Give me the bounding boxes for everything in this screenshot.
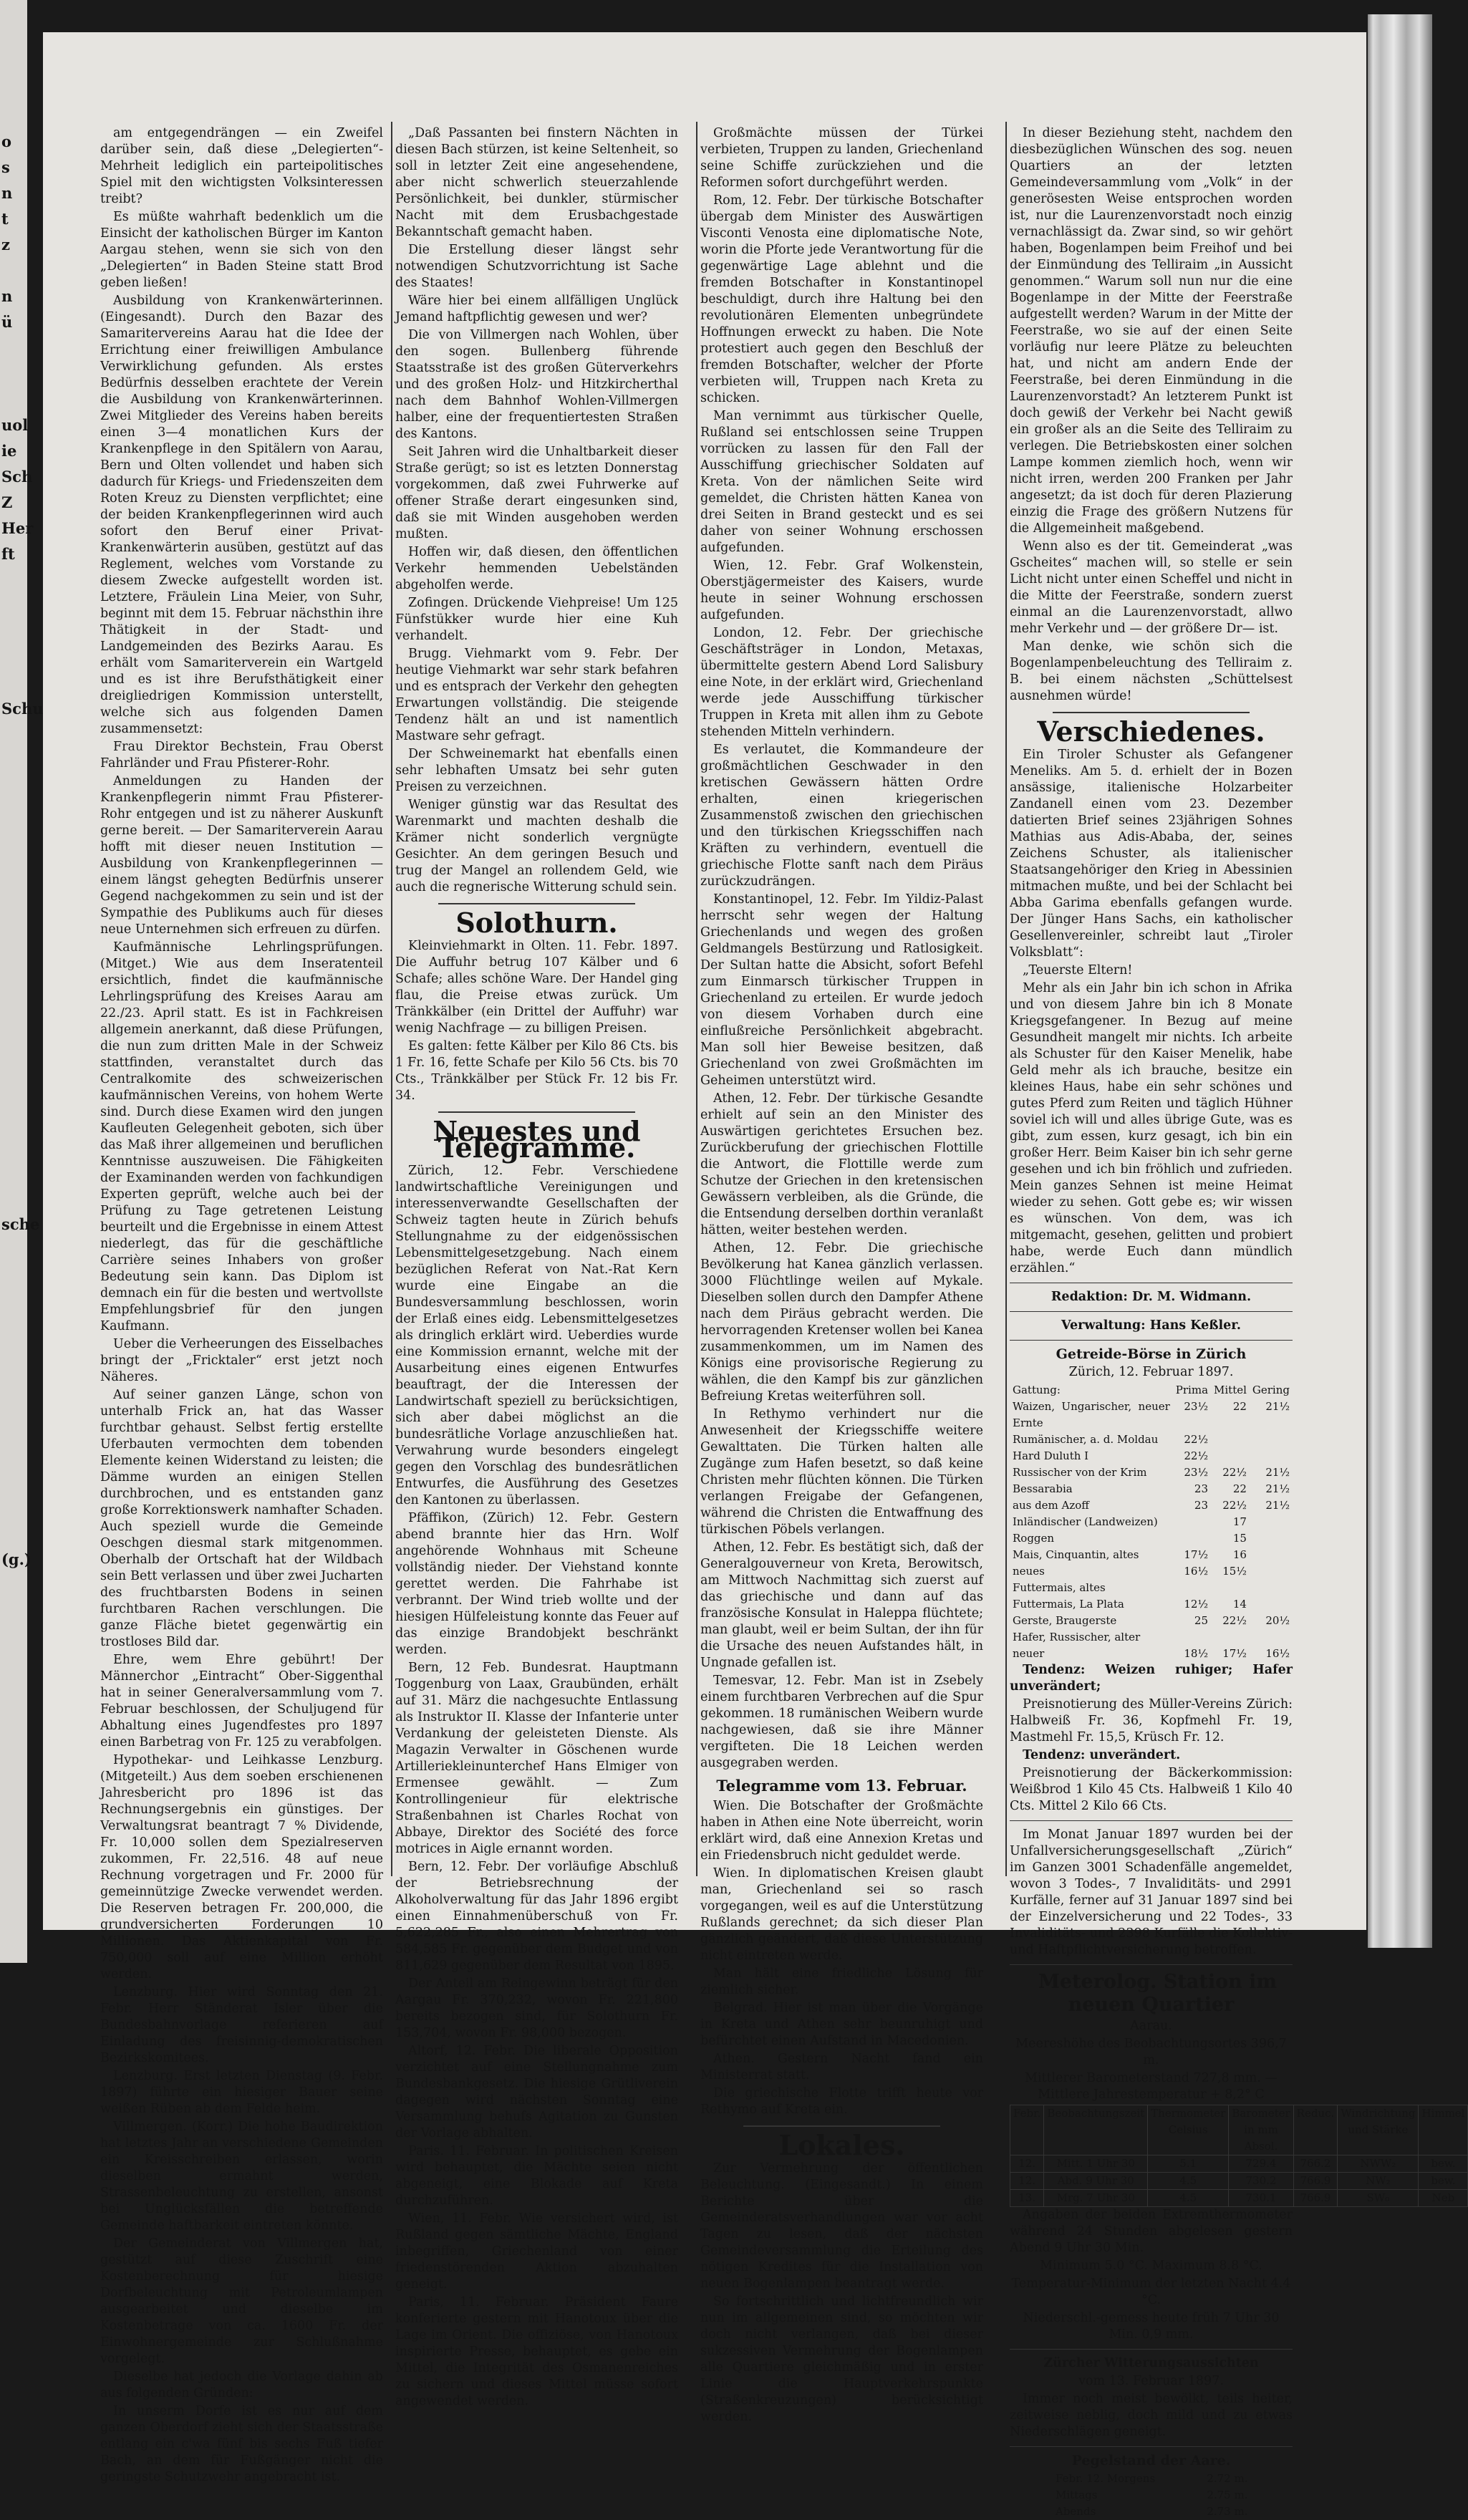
- article-paragraph: Belgrad. Hier ist man über die Vorgänge in Kreta und Athen sehr beunruhigt und befürchtet einen Aufstand in Macedonien.: [700, 2001, 983, 2048]
- article-paragraph: Bern, 12 Feb. Bundesrat. Hauptmann Toggenburg von Laax, Graubünden, erhält auf 31. März die nachgesuchte Entlassung als Instruktor II. Klasse der Infanterie unter Verdankung der geleisteten Dienste. Als Magazin Verwalter in Göschenen wurde Artilleriekleinunterchef Hans Elmiger von Ermensee gewählt. — Zum Kontrollingenieur für elektrische Straßenbahnen ist Charles Rochat von Abbaye, Direktor des Société des force motrices in Aigle ernannt worden.: [395, 1661, 678, 1856]
- grain-preis: Preisnotierung des Müller-Vereins Zürich: Halbweiß Fr. 36, Kopfmehl Fr. 19, Mastmehl Fr. 15,5, Krüsch Fr. 12.: [1010, 1697, 1293, 1744]
- article-paragraph: Wien. Die Botschafter der Großmächte haben in Athen eine Note überreicht, worin erklärt wird, daß eine Annexion Kretas und ein Friedensbruch nicht geduldet werde.: [700, 1799, 983, 1863]
- table-cell: 23½: [1184, 1466, 1209, 1479]
- table-cell: 22½: [1184, 1449, 1209, 1462]
- table-cell: Futtermais, altes: [1013, 1581, 1106, 1594]
- table-cell: 15: [1232, 1532, 1247, 1545]
- article-paragraph: In dieser Beziehung steht, nachdem den diesbezüglichen Wünschen des sog. neuen Quartiers an der letzten Gemeindeversammlung vom „Volk“ in der generösesten Weise entsprochen worden ist, nur die Laurenzenvorstadt noch einzig vernachlässigt da. Zwar sind, so wir gehört haben, Bogenlampen beim Freihof und bei der Einmündung des Telliraim „in Aussicht genommen.“ Warum soll nun nur die eine Bogenlampe in der Mitte der Feerstraße aufgestellt werden? Warum in der Mitte der Feerstraße, wo sie auf der einen Seite vorläufig nur leere Plätze zu beleuchten hat, und nicht am andern Ende der Feerstraße, bei deren Einmündung in die Laurenzenvorstadt? An letzterem Punkt ist doch gewiß der Verkehr bei Nacht gewiß ein großer als an die Seite des Telliraim zu verlegen. Die Betriebskosten einer solchen Lampe kommen ziemlich hoch, wenn wir nicht irren, werden 200 Franken per Jahr angesetzt; da ist doch für deren Plazierung einzig die Frage des größern Nutzens für die Allgemeinheit maßgebend.: [1010, 126, 1293, 536]
- table-cell: Abd. 9 Uhr 30: [1044, 2173, 1148, 2190]
- table-row: [1010, 2173, 1468, 2190]
- table-cell: [1211, 1448, 1250, 1464]
- article-paragraph: Es galten: fette Kälber per Kilo 86 Cts. bis 1 Fr. 16, fette Schafe per Kilo 56 Cts. bis 70 Cts., Tränkkälber per Stück Fr. 12 bis Fr. 34.: [395, 1039, 678, 1103]
- article-paragraph: Wien. In diplomatischen Kreisen glaubt man, Griechenland sei so rasch vorgegangen, weil es auf die Unterstützung Rußlands gerechnet; da sich dieser Plan gänzlich geändert, daß diese Unterstützung nicht eintreten werde.: [700, 1866, 983, 1963]
- aare-title: Pegelstand der Aare.: [1071, 2453, 1231, 2468]
- article-paragraph: Athen. Gestern Nacht fand ein Ministerrat statt.: [700, 2052, 983, 2082]
- table-row: [1010, 1596, 1293, 1613]
- table-cell: 16½: [1184, 1565, 1209, 1578]
- table-cell: Thermometer Celsius: [1148, 2105, 1229, 2155]
- table-row: [1010, 1613, 1293, 1629]
- table-cell: SW₀: [1338, 2190, 1419, 2207]
- table-cell: Inländischer (Landweizen): [1013, 1515, 1158, 1528]
- article-paragraph: Der Anteil am Reingewinn beträgt für den Aargau Fr. 370,232, wovon Fr. 221,800 bereits bezogen sind, für Solothurn Fr. 153,704, wovon Fr. 98,000 bezogen.: [395, 1976, 678, 2040]
- article-paragraph: Altorf, 12. Febr. Die liberale Opposition verzichtet auf eine Stellungnahme zum Bundesbankgesetz. Die hiesige Grütliverein dagegen wird nächsten Sonntag eine Versammlung behufs Agitation zu Gunsten der Vorlage abhalten.: [395, 2044, 678, 2140]
- table-cell: Febr. 12. Morgens: [1056, 2472, 1156, 2485]
- article-paragraph: Man denke, wie schön sich die Bogenlampenbeleuchtung des Telliraim z. B. bei einem nächsten „Schüttelsest ausnehmen würde!: [1010, 639, 1293, 703]
- table-cell: 2.73 m.: [1207, 2505, 1248, 2518]
- table-row: [1010, 1530, 1293, 1547]
- article-paragraph: Temesvar, 12. Febr. Man ist in Zsebely einem furchtbaren Verbrechen auf die Spur gekommen. 18 rumänischen Weibern wurde nachgewiesen, daß sie ihre Männer vergifteten. Die 18 Leichen werden ausgegraben werden.: [700, 1674, 983, 1770]
- article-paragraph: Kaufmännische Lehrlingsprüfungen. (Mitget.) Wie aus dem Inseratenteil ersichtlich, findet die kaufmännische Lehrlingsprüfung des Kreises Aarau am 22./23. April statt. Es ist in Fachkreisen allgemein anerkannt, daß diese Prüfungen, die nun zum dritten Male in der Schweiz stattfinden, veranstaltet durch das Centralkomite des schweizerischen kaufmännischen Vereins, von hohem Werte sind. Durch diese Examen wird den jungen Kaufleuten Gelegenheit geboten, sich über das Maß ihrer allgemeinen und beruflichen Kenntnisse auszuweisen. Die Fähigkeiten der Examinanden werden von fachkundigen Experten geprüft, welche auch bei der Prüfung zu Tage getretenen Leistung beurteilt und die Ergebnisse in einem Attest niederlegt, das für die geschäftliche Carrière seines Inhabers von großer Bedeutung sein kann. Das Diplom ist demnach ein für die besten und wertvollste Empfehlungsbrief für den jungen Kaufmann.: [100, 940, 383, 1333]
- table-cell: [1173, 1530, 1211, 1547]
- table-cell: Futtermais, La Plata: [1013, 1598, 1124, 1611]
- table-cell: 2.75 m.: [1207, 2488, 1248, 2501]
- table-cell: [1173, 1629, 1211, 1646]
- section-heading-solothurn: Solothurn.: [455, 907, 618, 939]
- forecast-title: Zürcher Witterungsaussichten: [1043, 2356, 1259, 2370]
- table-row: [1010, 1464, 1293, 1481]
- book-edge: [1368, 14, 1432, 1948]
- article-paragraph: Großmächte müssen der Türkei verbieten, Truppen zu landen, Griechenland seine Schiffe zurückziehen und die Reformen sofort durchgeführt werden.: [700, 126, 983, 190]
- table-row: [1053, 2471, 1251, 2487]
- article-paragraph: Athen, 12. Febr. Es bestätigt sich, daß der Generalgouverneur von Kreta, Berowitsch, am Mittwoch Nachmittag sich zuerst auf das griechische und dann auf das französische Konsulat in Haleppa flüchtete; man glaubt, weil er beim Sultan, der ihn für die Ursache des neuen Aufstandes hält, in Ungnade gefallen ist.: [700, 1540, 983, 1670]
- column-rule: [1005, 122, 1007, 1876]
- forecast-date: vom 13. Februar 1897.: [1078, 2374, 1224, 2388]
- table-cell: NWW₂: [1338, 2155, 1419, 2173]
- article-paragraph: Die Erstellung dieser längst sehr notwendigen Schutzvorrichtung ist Sache des Staates!: [395, 243, 678, 290]
- table-cell: Neb: [1419, 2190, 1468, 2207]
- table-cell: [1173, 1580, 1211, 1596]
- table-cell: 729.4: [1229, 2155, 1293, 2173]
- table-cell: 12.: [1010, 2155, 1044, 2173]
- imprint-verwaltung: Verwaltung: Hans Keßler.: [1061, 1318, 1241, 1333]
- table-cell: 22: [1232, 1482, 1247, 1495]
- article-paragraph: Die von Villmergen nach Wohlen, über den sogen. Bullenberg führende Staatsstraße ist des großen Güterverkehrs und des großen Holz- und Hitzkircherthal nach dem Bahnhof Wohlen-Villmergen halber, eine der frequentiertesten Straßen des Kantons.: [395, 328, 678, 441]
- article-paragraph: Hypothekar- und Leihkasse Lenzburg. (Mitgeteilt.) Aus dem soeben erschienenen Jahresbericht pro 1896 ist das Rechnungsergebnis ein günstiges. Der Verwaltungsrat beantragt 7 % Dividende, Fr. 10,000 sollen dem Spezialreserven zukommen, Fr. 22,516. 48 auf neue Rechnung vorgetragen und Fr. 2000 für gemeinnützige Zwecke verwendet werden. Die Reserven betragen Fr. 200,000, die grundversicherten Forderungen 10 Millionen. Das Aktienkapital von Fr. 750,000 soll auf eine Million erhöht werden.: [100, 1753, 383, 1981]
- article-paragraph: Auf seiner ganzen Länge, schon von unterhalb Frick an, hat das Wasser furchtbar gehaust. Selbst fertig erstellte Uferbauten vermochten dem tobenden Elemente keinen Widerstand zu leisten; die Dämme wurden an einigen Stellen durchbrochen, und es entstanden ganz große Korrektionswerk namhafter Schaden. Auch speziell wurde die Gemeinde Oeschgen diesmal stark mitgenommen. Oberhalb der Ortschaft hat der Wildbach sein Bett verlassen und über zwei Jucharten des fruchtbarsten Bodens in seinen furchtbaren Rachen verschlungen. Die ganze Fläche bietet gegenwärtig ein trostloses Bild dar.: [100, 1388, 383, 1649]
- article-paragraph: Zur Vermehrung der öffentlichen Beleuchtung. (Eingesandt.) In einem Berichte über die Gemeinderatsverhandlungen war vor acht Tagen zu lesen, daß der nächsten Gemeindeversammlung die Erteilung des nötigen Kredites für die Installation von neuen Bogenlampen beantragt werde.: [700, 2161, 983, 2291]
- section-heading-neuestes: Neuestes und Telegramme.: [433, 1115, 641, 1164]
- section-heading-lokales: Lokales.: [778, 2129, 905, 2161]
- table-cell: Waizen, Ungarischer, neuer Ernte: [1013, 1400, 1170, 1429]
- table-cell: 22½: [1222, 1499, 1247, 1512]
- weather-title: Meterolog. Station im neuen Quartier: [1038, 1971, 1277, 2016]
- table-cell: [1211, 1580, 1250, 1596]
- table-cell: 730.2: [1229, 2173, 1293, 2190]
- table-cell: Reduc.: [1293, 2105, 1338, 2155]
- imprint-redaktion: Redaktion: Dr. M. Widmann.: [1051, 1290, 1252, 1304]
- table-cell: Gerste, Braugerste: [1013, 1614, 1117, 1627]
- article-paragraph: Der Gemeinderat von Villmergen hat, gestützt auf diese Zuschrift eine Kostenberechnung für hiesige Dorfbeleuchtung mit Petroleumlampen ausgearbeitet und dieselbe im Kostenbetrage von ca. 1600 Fr. der Einwohnergemeinde zur Schlußnahme vorgelegt.: [100, 2236, 383, 2366]
- article-paragraph: Ausbildung von Krankenwärterinnen. (Eingesandt). Durch den Bazar des Samaritervereins Aarau hat die Idee der Errichtung einer freiwilligen Ambulance Verwirklichung gefunden. Als erstes Bedürfnis desselben erachtete der Verein die Ausbildung von Krankenwärterinnen. Zwei Mitglieder des Vereins haben bereits einen 3—4 monatlichen Kurs der Krankenpflege in den Spitälern von Aarau, Bern und Olten vollendet und haben sich dadurch für Kriegs- und Friedenszeiten dem Roten Kreuz zu Diensten verpflichtet; eine der beiden Krankenpflegerinnen wird auch sofort den Beruf einer Privat-Krankenwärterin ausüben, gestützt auf das Reglement, welches vom Vorstande zu diesem Zwecke aufgestellt worden ist. Letztere, Fräulein Lina Meier, von Suhr, beginnt mit dem 15. Februar nächsthin ihre Thätigkeit in der Stadt- und Landgemeinden des Bezirks Aarau. Es erhält vom Samariterverein ein Wartgeld und es ist ihre Berufsthätigkeit einer dreigliedrigen Kommission unterstellt, welche sich aus folgenden Damen zusammensetzt:: [100, 294, 383, 736]
- weather-altitude: Meereshöhe des Beobachtungsortes 396,7 m.: [1015, 2037, 1287, 2067]
- table-row: [1053, 2487, 1251, 2504]
- grain-title: Getreide-Börse in Zürich: [1056, 1346, 1247, 1362]
- table-cell: 16½: [1265, 1647, 1290, 1660]
- table-cell: bew.: [1419, 2155, 1468, 2173]
- article-paragraph: Pfäffikon, (Zürich) 12. Febr. Gestern abend brannte hier das Hrn. Wolf angehörende Wohnhaus mit Scheune vollständig nieder. Der Viehstand konnte gerettet werden. Die Fahrhabe ist verbrannt. Der Wind trieb wollte und der hiesigen Hülfeleistung konnte das Feuer auf das einzige Brandobjekt beschränkt werden.: [395, 1511, 678, 1657]
- column-4: [1010, 125, 1465, 2520]
- table-cell: 17: [1232, 1515, 1247, 1528]
- table-cell: Gattung:: [1013, 1384, 1061, 1396]
- table-cell: [1250, 1448, 1293, 1464]
- table-cell: 15½: [1222, 1565, 1247, 1578]
- table-cell: Gering: [1252, 1384, 1290, 1396]
- article-paragraph: Lenzburg. Hier wird Sonntag den 21. Febr. Herr Ständerat Isler über die Bundesbahnvorlage referieren auf Einladung des freisinnig-demokratischen Bezirkskomitees.: [100, 1985, 383, 2065]
- weather-minmax: Minimum 5.0 °C. Maximum 8.8 °C.: [1040, 2259, 1262, 2273]
- article-paragraph: London, 12. Febr. Der griechische Geschäftsträger in London, Metaxas, übermittelte gestern Abend Lord Salisbury eine Note, in der erklärt wird, Griechenland werde jede Ausschiffung türkischer Truppen in Kreta mit allen ihm zu Gebote stehenden Mitteln verhindern.: [700, 626, 983, 739]
- table-cell: 21½: [1265, 1499, 1290, 1512]
- table-cell: [1250, 1547, 1293, 1563]
- article-paragraph: Seit Jahren wird die Unhaltbarkeit dieser Straße gerügt; so ist es letzten Donnerstag vorgekommen, daß zwei Fuhrwerke auf offener Straße derart eingesunken sind, daß sie mit Winden ausgehoben werden mußten.: [395, 445, 678, 541]
- article-paragraph: Paris. 11. Februar. In politischen Kreisen wird behauptet, die Mächte seien nicht abgeneigt, eine Blokade auf Kreta durchzuführen.: [395, 2144, 678, 2208]
- section-heading-verschiedenes: Verschiedenes.: [1037, 715, 1265, 748]
- article-paragraph: Es müßte wahrhaft bedenklich um die Einsicht der katholischen Bürger im Kanton Aargau stehen, wenn sie sich von den „Delegierten“ in Baden Steine statt Brod geben ließen!: [100, 210, 383, 290]
- article-paragraph: Ein Tiroler Schuster als Gefangener Meneliks. Am 5. d. erhielt der in Bozen ansässige, italienische Holzarbeiter Zandanell einen vom 23. Dezember datierten Brief seines 23jährigen Sohnes Mathias aus Adis-Ababa, der, seines Zeichens Schuster, als italienischer Staatsangehöriger den Krieg in Abessinien mitmachen mußte, und bei der Schlacht bei Abba Garima ebenfalls gefangen wurde. Der Jünger Hans Sachs, ein katholischer Gesellenvereinler, schreibt laut „Tiroler Volksblatt“:: [1010, 748, 1293, 960]
- weather-night-min: Temperatur-Minimum der letzten Nacht 4.4 °C.: [1011, 2277, 1291, 2307]
- table-row: [1010, 1563, 1293, 1580]
- column-rule: [696, 122, 697, 1876]
- table-cell: 12.: [1010, 2173, 1044, 2190]
- table-row: [1010, 1481, 1293, 1497]
- table-cell: 2.72 m.: [1207, 2472, 1248, 2485]
- table-cell: 21½: [1265, 1400, 1290, 1413]
- table-cell: [1211, 1432, 1250, 1448]
- table-cell: 14: [1232, 1598, 1247, 1611]
- table-cell: Mais, Cinquantin, altes: [1013, 1548, 1139, 1561]
- table-cell: neuer: [1013, 1647, 1045, 1660]
- table-cell: Mrg. 7 Uhr 30: [1044, 2190, 1148, 2207]
- table-cell: 4.5: [1148, 2173, 1229, 2190]
- table-cell: 23½: [1184, 1400, 1209, 1413]
- article-paragraph: Hoffen wir, daß diesen, den öffentlichen Verkehr hemmenden Uebelständen abgeholfen werde.: [395, 545, 678, 592]
- table-cell: [1250, 1629, 1293, 1646]
- table-cell: 23: [1194, 1499, 1209, 1512]
- article-paragraph: Zofingen. Drückende Viehpreise! Um 125 Fünfstükker wurde hier eine Kuh verhandelt.: [395, 596, 678, 643]
- grain-table: [1010, 1382, 1293, 1662]
- table-cell: Bessarabia: [1013, 1482, 1073, 1495]
- table-row: [1010, 1646, 1293, 1662]
- article-paragraph: Dieselbe hat jedoch die Vorlage dahin ab aus folgenden Gründen:: [100, 2370, 383, 2400]
- aare-table: [1053, 2471, 1251, 2520]
- grain-tendenz: Tendenz: Weizen ruhiger; Hafer unverändert;: [1010, 1663, 1293, 1694]
- table-cell: Barometer in mm Absol.: [1229, 2105, 1293, 2155]
- article-paragraph: Frau Direktor Bechstein, Frau Oberst Fahrländer und Frau Pfisterer-Rohr.: [100, 740, 383, 771]
- table-cell: [1250, 1563, 1293, 1580]
- table-cell: Himmel: [1419, 2105, 1468, 2155]
- article-paragraph: Athen, 12. Febr. Die griechische Bevölkerung hat Kanea gänzlich verlassen. 3000 Flüchtlinge weilen auf Mykale. Dieselben sollen durch den Dampfer Athene nach dem Piräus gebracht werden. Die hervorragenden Kretenser wollen bei Kanea zusammenkommen, um im Namen des Königs eine provisorische Regierung zu wählen, die den Kampf bis zur gänzlichen Befreiung Kretas weiterführen soll.: [700, 1241, 983, 1404]
- table-cell: Mitt. 1 Uhr 30: [1044, 2155, 1148, 2173]
- weather-precipitation: Niederschl.-gemess heute früh 7 Uhr 30 Min. 0,9 mm.: [1023, 2311, 1280, 2342]
- article-paragraph: Die griechische Flotte trifft heute vor Rethymo auf Kreta ein.: [700, 2086, 983, 2117]
- section-heading-telegramme: Telegramme vom 13. Februar.: [716, 1777, 967, 1795]
- grain-date: Zürich, 12. Februar 1897.: [1068, 1365, 1234, 1379]
- table-cell: bew.: [1419, 2173, 1468, 2190]
- table-cell: [1250, 1530, 1293, 1547]
- table-cell: 730.1: [1229, 2190, 1293, 2207]
- table-cell: neues: [1013, 1565, 1045, 1578]
- insurance-notice: Im Monat Januar 1897 wurden bei der Unfallversicherungsgesellschaft „Zürich“ im Ganzen 3001 Schadenfälle angemeldet, wovon 3 Todes-, 7 Invaliditäts- und 2991 Kurfälle, ferner auf 31 Januar 1897 sind bei der Einzelversicherung und 22 Todes-, 33 Invaliditäts- und 2398 Kurfälle die Kollektiv- und Haftpflichtversicherung betroffen.: [1010, 1828, 1293, 1957]
- article-paragraph: „Teuerste Eltern!: [1023, 963, 1133, 977]
- article-paragraph: Zürich, 12. Febr. Verschiedene landwirtschaftliche Vereinigungen und interessenverwandte Gesellschaften der Schweiz tagten heute in Zürich behufs Stellungnahme zu der eidgenössischen Lebensmittelgesetzgebung. Nach einem bezüglichen Referat von Nat.-Rat Kern wurde eine Eingabe an die Bundesversammlung beschlossen, worin der Erlaß eines eidg. Lebensmittelgesetzes als dringlich erklärt wird. Ueberdies wurde eine Kommission ernannt, welche mit der Ausarbeitung eines eigenen Entwurfes beauftragt, der die Interessen der Landwirtschaft speziell zu berücksichtigen, sich aber dabei möglichst an die bundesrätliche Vorlage anzuschließen hat. Verwahrung wurde besonders eingelegt gegen den Vorschlag des bundesrätlichen Entwurfes, die Ausführung des Gesetzes den Kantonen zu überlassen.: [395, 1164, 678, 1507]
- table-cell: 13.: [1010, 2190, 1044, 2207]
- table-cell: [1211, 1629, 1250, 1646]
- article-paragraph: Rom, 12. Febr. Der türkische Botschafter übergab dem Minister des Auswärtigen Visconti Venosta eine diplomatische Note, worin die Pforte jede Verantwortung für die gegenwärtige Lage ablehnt und die fremden Botschafter in Konstantinopel beschuldigt, durch ihre Haltung bei den revolutionären Elementen unbegründete Hoffnungen erweckt zu haben. Die Note protestiert auch gegen den Beschluß der fremden Botschafter, welcher der Pforte verbieten will, Truppen nach Kreta zu schicken.: [700, 193, 983, 405]
- article-paragraph: am entgegendrängen — ein Zweifel darüber sein, daß diese „Delegierten“-Mehrheit lediglich ein parteipolitisches Spiel mit den wichtigsten Volksinteressen treibt?: [100, 126, 383, 206]
- article-paragraph: Kleinviehmarkt in Olten. 11. Febr. 1897. Die Auffuhr betrug 107 Kälber und 6 Schafe; alles schöne Ware. Der Handel ging flau, die Preise etwas zurück. Um Tränkkälber (ein Drittel der Auffuhr) war wenig Nachfrage — zu billigen Preisen.: [395, 939, 678, 1035]
- table-cell: 12½: [1184, 1598, 1209, 1611]
- article-paragraph: Brugg. Viehmarkt vom 9. Febr. Der heutige Viehmarkt war sehr stark befahren und es entsprach der Verkehr den gehegten Erwartungen vollständig. Die steigende Tendenz hält an und ist namentlich Mastware sehr gefragt.: [395, 647, 678, 743]
- table-cell: Mittags: [1056, 2488, 1098, 2501]
- table-cell: Abends: [1056, 2505, 1096, 2518]
- table-cell: 17½: [1184, 1548, 1209, 1561]
- table-row: [1010, 2155, 1468, 2173]
- article-paragraph: Weniger günstig war das Resultat des Warenmarkt und machten deshalb die Krämer nicht sonderlich vergnügte Gesichter. An dem geringen Besuch und trug der Mangel an rollendem Geld, wie auch die regnerische Witterung schuld sein.: [395, 798, 678, 894]
- article-paragraph: In unserm Dorfe ist es nur auf dem ganzen Oberdorf zieht sich der Staatsstraße entlang ein c'wa fünf bis sechs Fuß tiefer Bach, an dem für Fußgänger nicht die geringste Schutzwehr angebracht ist.: [100, 2404, 383, 2484]
- table-row: [1010, 1547, 1293, 1563]
- table-row: [1010, 1580, 1293, 1596]
- article-paragraph: Villmergen. (Korr.) Die hohe Baudirektion hat letztes Jahr an verschiedene Gemeinden ein Kreisschreiben erlassen, worin dieselben ermahnt werden, Strassenbeleuchtung zu erstellen, ansonst bei Unglücksfällen die betreffende Gemeinde haftbarkeit eintreten könnte.: [100, 2120, 383, 2233]
- article-paragraph: Wien, 11. Febr. Wie versichert wird, ist Rußland gegen sämtliche Mächte, England inbegriffen, Griechenland von einer friedenstörenden Aktion abzuhalten geneigt.: [395, 2211, 678, 2292]
- weather-barometer: Mittlerer Barometerstand 727,8 mm. — Mittlere Jahrestemperatur + 8,2° C: [1024, 2071, 1278, 2102]
- table-cell: Roggen: [1013, 1532, 1055, 1545]
- table-cell: Hafer, Russischer, alter: [1013, 1631, 1141, 1643]
- column-3: [700, 125, 983, 2427]
- table-cell: 23: [1194, 1482, 1209, 1495]
- article-paragraph: Wien, 12. Febr. Graf Wolkenstein, Oberstjägermeister des Kaisers, wurde heute in seiner Wohnung erschossen aufgefunden.: [700, 559, 983, 622]
- table-cell: 22½: [1222, 1614, 1247, 1627]
- table-cell: [1250, 1580, 1293, 1596]
- forecast-text: Immer noch meist bewölkt, teils heiter, zeitweise neblig, doch mild und zu etwas Niederschlägen geneigt.: [1010, 2392, 1293, 2439]
- table-cell: Mittel: [1214, 1384, 1247, 1396]
- table-cell: 18½: [1184, 1647, 1209, 1660]
- article-paragraph: „Daß Passanten bei finstern Nächten in diesen Bach stürzen, ist keine Seltenheit, so soll in letzter Zeit eine angesehendene, aber nicht schwerlich steuerzahlende Persönlichkeit, bei dunkler, stürmischer Nacht mit dem Erusbachgestade Bekanntschaft gemacht haben.: [395, 126, 678, 239]
- table-cell: NW₂: [1338, 2173, 1419, 2190]
- column-1: [100, 125, 383, 2487]
- article-paragraph: Ehre, wem Ehre gebührt! Der Männerchor „Eintracht“ Ober-Siggenthal hat in seiner Generalversammlung vom 7. Februar beschlossen, der Schuljugend für Abhaltung eines Jugendfestes pro 1897 einen Barbetrag von Fr. 125 zu verabfolgen.: [100, 1653, 383, 1749]
- table-row: [1010, 1497, 1293, 1514]
- table-cell: 21½: [1265, 1482, 1290, 1495]
- column-rule: [391, 122, 392, 1876]
- table-cell: [1173, 1514, 1211, 1530]
- article-paragraph: Anmeldungen zu Handen der Krankenpflegerin nimmt Frau Pfisterer-Rohr entgegen und ist zu näherer Auskunft gerne bereit. — Der Samariterverein Aarau hofft mit dieser neuen Institution — Ausbildung von Krankenpflegerinnen — einem längst gehegten Bedürfnis unserer Gegend nachgekommen zu sein und ist der Sympathie des Publikums auch für dieses neue Unternehmen sich erfreuen zu dürfen.: [100, 774, 383, 937]
- table-cell: 22½: [1184, 1433, 1209, 1446]
- table-cell: 22½: [1222, 1466, 1247, 1479]
- article-paragraph: Man vernimmt aus türkischer Quelle, Rußland sei entschlossen seine Truppen vorrücken zu lassen für den Fall der Ausschiffung griechischer Soldaten auf Kreta. Von der nämlichen Seite wird gemeldet, die Christen hätten Kanea von drei Seiten in Brand gesteckt und es sei daher von seiner Wohnung erschossen aufgefunden.: [700, 409, 983, 555]
- weather-place: Aarau.: [1130, 2019, 1172, 2033]
- article-paragraph: Bern, 12. Febr. Der vorläufige Abschluß der Betriebsrechnung der Alkoholverwaltung für das Jahr 1896 ergibt einen Einnahmenüberschuß von Fr. 5,622,285 Fr., also einen Mehrertrag von 584,585 Fr. gegenüber dem Budget und von 811,629 gegenüber dem Resultat von 1895.: [395, 1860, 678, 1973]
- table-cell: 20½: [1265, 1614, 1290, 1627]
- weather-extremes: Angaben der beiden Extremthermometer während 24 Stunden abgelesen gestern Abend 9 Uhr 30 Min.: [1010, 2208, 1293, 2255]
- table-row: [1010, 2190, 1468, 2207]
- table-cell: 21½: [1265, 1466, 1290, 1479]
- article-paragraph: Wenn also es der tit. Gemeinderat „was Gscheites“ machen will, so stelle er sein Licht nicht unter einen Scheffel und nicht in die Mitte der Feerstraße, sondern zuerst einmal an die Laurenzenvorstadt, allwo mehr Verkehr und — der größere Dr— ist.: [1010, 539, 1293, 636]
- table-row: [1010, 1514, 1293, 1530]
- table-cell: 766.2: [1293, 2155, 1338, 2173]
- table-cell: Beobachtungszeit: [1044, 2105, 1148, 2155]
- table-cell: 17½: [1222, 1647, 1247, 1660]
- table-cell: Hard Duluth I: [1013, 1449, 1089, 1462]
- table-cell: [1250, 1432, 1293, 1448]
- article-paragraph: Man hält eine friedliche Lösung für ziemlich sicher.: [700, 1966, 983, 1997]
- article-paragraph: Ueber die Verheerungen des Eisselbaches bringt der „Fricktaler“ erst jetzt noch Näheres.: [100, 1337, 383, 1384]
- table-cell: Windrichtung und Stärke: [1338, 2105, 1419, 2155]
- article-paragraph: Der Schweinemarkt hat ebenfalls einen sehr lebhaften Umsatz bei sehr guten Preisen zu verzeichnen.: [395, 747, 678, 794]
- table-cell: 766.9: [1293, 2190, 1338, 2207]
- table-cell: 22: [1232, 1400, 1247, 1413]
- table-cell: Febr.: [1010, 2105, 1044, 2155]
- article-paragraph: Es verlautet, die Kommandeure der großmächtlichen Geschwader in den kretischen Gewässern hätten Ordre erhalten, einen kriegerischen Zusammenstoß zwischen den griechischen und den türkischen Kriegsschiffen nach Kräften zu verhindern, eventuell die griechische Flotte sanft nach dem Piräus zurückzudrängen.: [700, 743, 983, 889]
- table-cell: [1250, 1596, 1293, 1613]
- table-row: [1010, 1448, 1293, 1464]
- article-paragraph: In Rethymo verhindert nur die Anwesenheit der Kriegsschiffe weitere Gewalttaten. Die Türken halten alle Zugänge zum Hafen besetzt, so daß keine Christen mehr flüchten können. Die Türken verlangen Freigabe der Gefangenen, während die Christen die Entwaffnung des türkischen Pöbels verlangen.: [700, 1407, 983, 1537]
- article-paragraph: So fortschrittlich und lichtfreundlich wir nun im allgemeinen sind, so möchten wir doch nicht verlangen, daß bei dieser sukzessiven Vermehrung der Bogenlampen alle Quartiere gleichmäßig und in erster Linie die Hauptverkehrspunkte (Straßenkreuzungen) berücksichtigt werden.: [700, 2294, 983, 2424]
- table-cell: Rumänischer, a. d. Moldau: [1013, 1433, 1159, 1446]
- article-paragraph: Lenzburg. Erst letzten Dienstag (9. Febr. 1897) führte ein hiesiger Bauer seine weißen Rüben ab dem Felde heim.: [100, 2069, 383, 2116]
- article-paragraph: Athen, 12. Febr. Der türkische Gesandte erhielt auf sein an den Minister des Auswärtigen gerichtetes Ersuchen bez. Zurückberufung der griechischen Flottille die Antwort, die Flottille werde zum Schutze der Griechen in den kretensischen Gewässern verbleiben, als die Gründe, die die Entsendung derselben dorthin veranlaßt hätten, weiter bestehen werden.: [700, 1091, 983, 1237]
- table-row: [1053, 2504, 1251, 2520]
- weather-table: [1010, 2105, 1468, 2207]
- table-row: [1010, 1399, 1293, 1432]
- article-paragraph: Paris, 11. Februar. Präsident Faure konferierte gestern mit Hanotoux über die Lage im Orient. Die offiziöse, von Hanotoux inspirierte Presse, behauptet, es gebe ein Mittel, die Integrität des Osmanenreiches zu sichern und dieses Mittel müsse sofort angewendet werden.: [395, 2295, 678, 2408]
- table-cell: 25: [1194, 1614, 1209, 1627]
- article-paragraph: Konstantinopel, 12. Febr. Im Yildiz-Palast herrscht sehr wegen der Haltung Griechenlands und wegen des großen Geldmangels Bestürzung und Ratlosigkeit. Der Sultan hatte die Absicht, sofort Befehl zum Einmarsch türkischer Truppen in Griechenland zu erteilen. Er wurde jedoch von diesem Vorhaben durch eine einflußreiche Persönlichkeit abgebracht. Man soll hier Beweise besitzen, daß Griechenland von zwei Großmächten im Geheimen unterstützt wird.: [700, 892, 983, 1088]
- table-row: [1010, 1432, 1293, 1448]
- grain-tendenz2: Tendenz: unverändert.: [1023, 1748, 1181, 1762]
- previous-page-fragment: o s n t z n ü uol ie Sch Z Her ft Schu sche (g.): [0, 0, 27, 1963]
- table-cell: 766.9: [1293, 2173, 1338, 2190]
- bread-price: Preisnotierung der Bäckerkommission: Weißbrod 1 Kilo 45 Cts. Halbweiß 1 Kilo 40 Cts. Mittel 2 Kilo 66 Cts.: [1010, 1766, 1293, 1813]
- table-row: [1010, 1629, 1293, 1646]
- table-cell: aus dem Azoff: [1013, 1499, 1089, 1512]
- table-cell: 4.5: [1148, 2190, 1229, 2207]
- table-cell: Russischer von der Krim: [1013, 1466, 1147, 1479]
- table-cell: [1250, 1514, 1293, 1530]
- table-cell: Prima: [1175, 1384, 1209, 1396]
- table-cell: 5.1: [1148, 2155, 1229, 2173]
- article-paragraph: Mehr als ein Jahr bin ich schon in Afrika und von diesem Jahre bin ich 8 Monate Kriegsgefangener. In Bezug auf meine Gesundheit mangelt mir nichts. Ich arbeite als Schuster für den Kaiser Menelik, habe Geld mehr als ich brauche, besitze ein kleines Haus, habe ein sehr schönes und gutes Pferd zum Reiten und täglich Hühner soviel ich will und alles übrige Gute, was es gibt, zum essen, kurz gesagt, ich bin ein großer Herr. Beim Kaiser bin ich sehr gerne gesehen und ich bin fröhlich und zufrieden. Mein ganzes Sehnen ist meine Heimat wieder zu sehen. Gott gebe es; wir wissen es wünschen. Von dem, was ich mitgemacht, gesehen, gelitten und probiert habe, werde Euch dann mündlich erzählen.“: [1010, 981, 1293, 1275]
- column-2: [395, 125, 678, 2411]
- article-paragraph: Wäre hier bei einem allfälligen Unglück Jemand haftpflichtig gewesen und wer?: [395, 294, 678, 324]
- table-cell: 16: [1232, 1548, 1247, 1561]
